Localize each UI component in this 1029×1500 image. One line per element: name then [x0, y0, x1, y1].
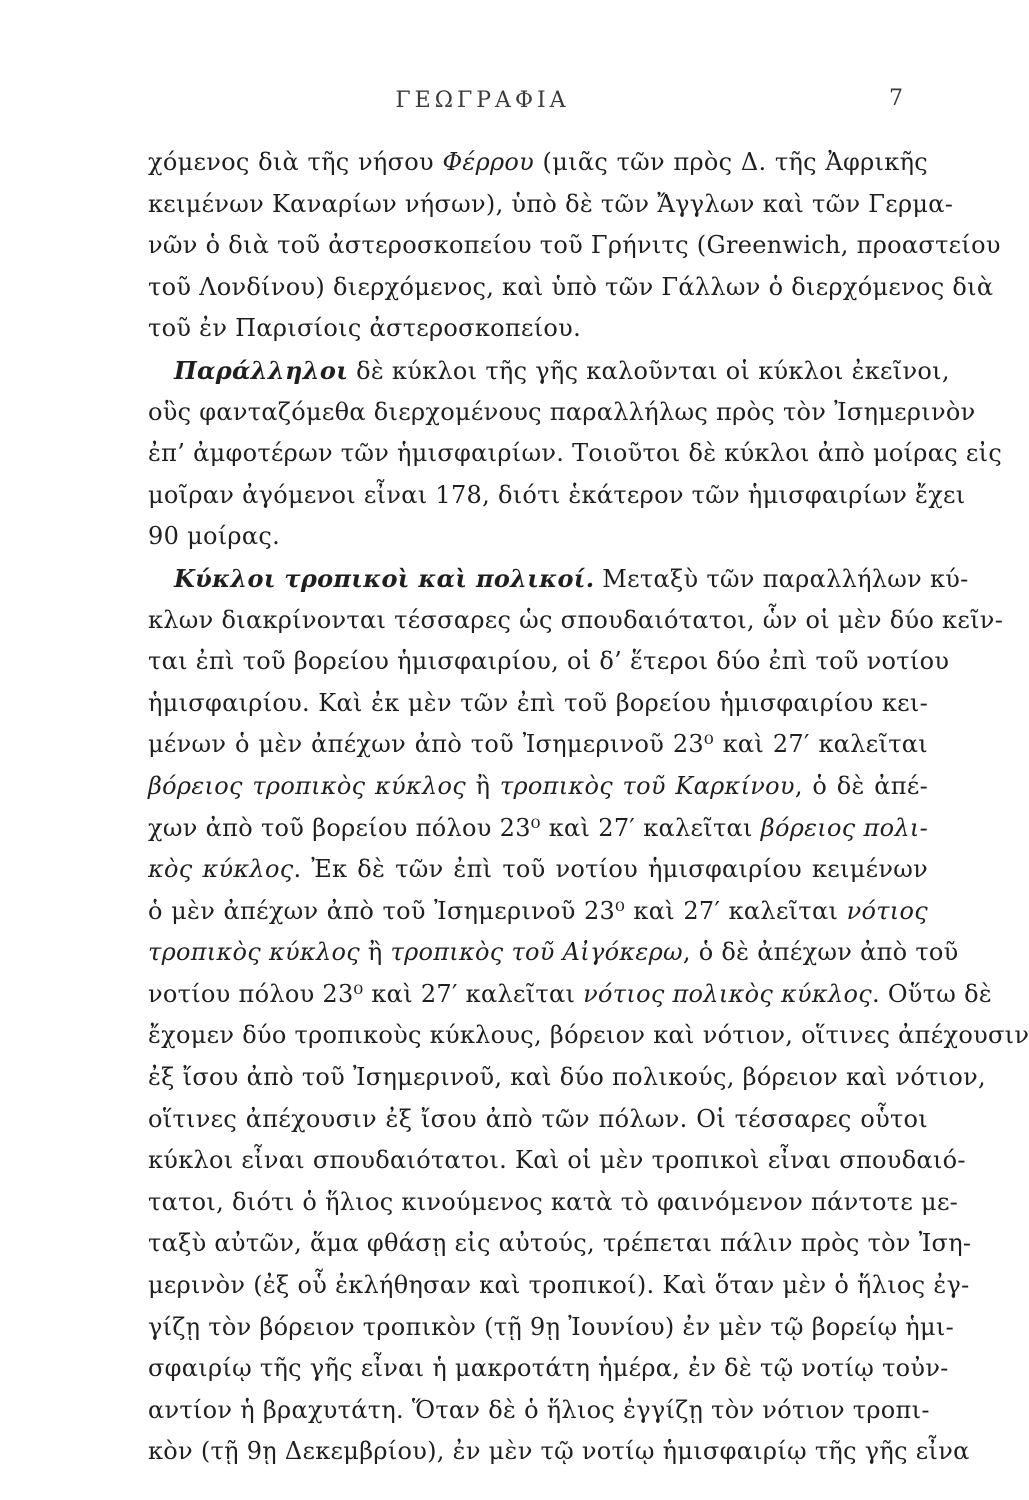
text-run: κειμένων Καναρίων νήσων), ὑπὸ δὲ τῶν Ἄγγλων καὶ τῶν Γερμα-: [148, 189, 954, 218]
text-run: χόμενος διὰ τῆς νήσου: [148, 148, 443, 176]
text-run: χων ἀπὸ τοῦ βορείου πόλου 23⁰ καὶ 27′ καλεῖται: [148, 813, 761, 842]
text-line: [148, 1265, 970, 1307]
text-line: [148, 225, 1001, 267]
text-run: , ὁ δὲ ἀπέ-: [794, 771, 928, 800]
text-line: [148, 1099, 928, 1141]
text-line: [148, 433, 1003, 475]
text-line: [148, 350, 950, 392]
emphasized-text: τροπικὸς τοῦ Αἰγόκερω: [390, 938, 683, 967]
text-line: [148, 308, 928, 350]
page-number: 7: [889, 86, 903, 111]
text-line: [148, 932, 959, 974]
text-run: κὸν (τῇ 9ῃ Δεκεμβρίου), ἐν μὲν τῷ νοτίῳ ἡμισφαιρίῳ τῆς γῆς εἶνα: [148, 1437, 970, 1466]
emphasized-text: τροπικὸς κύκλος: [148, 938, 360, 967]
text-line: [148, 475, 966, 517]
text-run: αντίον ἡ βραχυτάτη. Ὅταν δὲ ὁ ἥλιος ἐγγίζῃ τὸν νότιον τροπι-: [148, 1395, 930, 1424]
text-run: ὁ μὲν ἀπέχων ἀπὸ τοῦ Ἰσημερινοῦ 23⁰ καὶ 27′ καλεῖται: [148, 896, 847, 925]
emphasized-text: βόρειος τροπικὸς κύκλος: [148, 771, 466, 800]
emphasized-text: Φέρρου: [442, 148, 535, 176]
text-line: [148, 1015, 1029, 1057]
text-run: νῶν ὁ διὰ τοῦ ἀστεροσκοπείου τοῦ Γρήνιτς (Greenwich, προαστείου: [148, 231, 1001, 260]
text-run: δὲ κύκλοι τῆς γῆς καλοῦνται οἱ κύκλοι ἐκεῖνοι,: [348, 356, 950, 385]
text-line: [148, 1348, 949, 1390]
text-run: ἐξ ἴσου ἀπὸ τοῦ Ἰσημερινοῦ, καὶ δύο πολικούς, βόρειον καὶ νότιον,: [148, 1063, 986, 1092]
text-run: ἢ: [465, 771, 500, 800]
text-run: ται ἐπὶ τοῦ βορείου ἡμισφαιρίου, οἱ δ’ ἕτεροι δύο ἐπὶ τοῦ νοτίου: [148, 647, 950, 676]
text-line: [148, 1390, 928, 1432]
text-line: [148, 1140, 966, 1182]
text-run: . Οὕτω δὲ: [871, 979, 992, 1008]
emphasized-text: Παράλληλοι: [174, 355, 349, 385]
text-line: [148, 641, 950, 683]
emphasized-text: βόρειος πολι-: [760, 813, 928, 842]
text-line: [148, 516, 928, 558]
text-run: μοῖραν ἀγόμενοι εἶναι 178, διότι ἑκάτερον τῶν ἡμισφαιρίων ἔχει: [148, 480, 966, 509]
running-head: ΓΕΩΓΡΑΦΙΑ: [395, 88, 570, 113]
text-run: νοτίου πόλου 23⁰ καὶ 27′ καλεῖται: [148, 979, 584, 1008]
body-text: [148, 142, 1029, 1473]
text-run: γίζῃ τὸν βόρειον τροπικὸν (τῇ 9ῃ Ἰουνίου) ἐν μὲν τῷ βορείῳ ἡμι-: [148, 1312, 954, 1341]
text-line: [148, 1307, 954, 1349]
text-line: [148, 392, 976, 434]
text-line: [148, 974, 992, 1016]
text-line: [148, 142, 928, 184]
text-run: . Ἐκ δὲ τῶν ἐπὶ τοῦ νοτίου ἡμισφαιρίου κειμένων: [293, 855, 928, 884]
text-run: ταξὺ αὐτῶν, ἅμα φθάσῃ εἰς αὐτούς, τρέπεται πάλιν πρὸς τὸν Ἰση-: [148, 1229, 972, 1258]
text-line: [148, 683, 928, 725]
emphasized-text: νότιος πολικὸς κύκλος: [583, 979, 872, 1008]
text-run: τατοι, διότι ὁ ἥλιος κινούμενος κατὰ τὸ φαινόμενον πάντοτε με-: [148, 1187, 959, 1216]
text-run: , ὁ δὲ ἀπέχων ἀπὸ τοῦ: [682, 938, 959, 967]
text-run: τοῦ ἐν Παρισίοις ἀστεροσκοπείου.: [148, 314, 581, 343]
text-run: Μεταξὺ τῶν παραλλήλων κύ-: [594, 564, 969, 593]
text-line: [148, 808, 928, 850]
emphasized-text: κὸς κύκλος: [148, 855, 294, 884]
text-line: [148, 184, 954, 226]
text-run: ἔχομεν δύο τροπικοὺς κύκλους, βόρειον καὶ νότιον, οἵτινες ἀπέχουσιν: [148, 1021, 1029, 1050]
text-line: [148, 558, 969, 600]
text-run: μένων ὁ μὲν ἀπέχων ἀπὸ τοῦ Ἰσημερινοῦ 23⁰ καὶ 27′ καλεῖται: [148, 730, 928, 759]
text-line: [148, 1431, 970, 1473]
text-run: κλων διακρίνονται τέσσαρες ὡς σπουδαιότατοι, ὧν οἱ μὲν δύο κεῖν-: [148, 605, 1004, 634]
text-line: [148, 1182, 959, 1224]
text-run: τοῦ Λονδίνου) διερχόμενος, καὶ ὑπὸ τῶν Γάλλων ὁ διερχόμενος διὰ: [148, 272, 994, 301]
text-line: [148, 766, 928, 808]
text-line: [148, 600, 1004, 642]
text-run: ἢ: [359, 938, 391, 967]
text-line: [148, 849, 928, 891]
text-line: [148, 891, 928, 933]
text-line: [148, 724, 928, 766]
text-run: (μιᾶς τῶν πρὸς Δ. τῆς Ἀφρικῆς: [534, 148, 928, 176]
text-run: κύκλοι εἶναι σπουδαιότατοι. Καὶ οἱ μὲν τροπικοὶ εἶναι σπουδαιό-: [148, 1146, 966, 1175]
text-run: ἐπ’ ἀμφοτέρων τῶν ἡμισφαιρίων. Τοιοῦτοι δὲ κύκλοι ἀπὸ μοίρας εἰς: [148, 439, 1003, 468]
text-run: οὓς φανταζόμεθα διερχομένους παραλλήλως πρὸς τὸν Ἰσημερινὸν: [148, 397, 976, 426]
text-line: [148, 1057, 986, 1099]
text-run: ἡμισφαιρίου. Καὶ ἐκ μὲν τῶν ἐπὶ τοῦ βορείου ἡμισφαιρίου κει-: [148, 688, 928, 717]
text-line: [148, 1223, 972, 1265]
emphasized-text: Κύκλοι τροπικοὶ καὶ πολικοί.: [174, 563, 595, 593]
text-run: 90 μοίρας.: [148, 522, 281, 551]
text-line: [148, 267, 994, 309]
text-run: οἵτινες ἀπέχουσιν ἐξ ἴσου ἀπὸ τῶν πόλων. Οἱ τέσσαρες οὗτοι: [148, 1104, 928, 1133]
emphasized-text: τροπικὸς τοῦ Καρκίνου: [499, 771, 795, 800]
emphasized-text: νότιος: [846, 896, 928, 925]
text-run: σφαιρίῳ τῆς γῆς εἶναι ἡ μακροτάτη ἡμέρα, ἐν δὲ τῷ νοτίῳ τοὐν-: [148, 1354, 949, 1383]
text-run: μερινὸν (ἐξ οὗ ἐκλήθησαν καὶ τροπικοί). Καὶ ὅταν μὲν ὁ ἥλιος ἐγ-: [148, 1271, 970, 1300]
